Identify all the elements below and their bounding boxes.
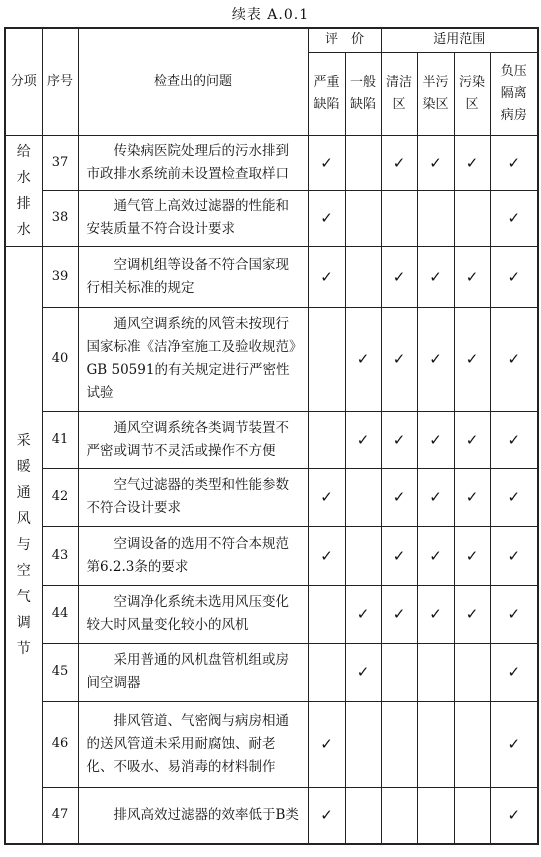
issue-text: 排风高效过滤器的效率低于B类 (78, 787, 308, 844)
empty-cell (381, 643, 417, 701)
category-char: 采 (16, 432, 31, 449)
header-category: 分项 (5, 28, 42, 135)
empty-cell (345, 246, 381, 307)
row-number: 37 (42, 135, 78, 190)
check-mark: ✓ (490, 468, 538, 526)
table-row (5, 307, 538, 411)
issue-text: 采用普通的风机盘管机组或房间空调器 (78, 643, 308, 701)
empty-cell (417, 701, 454, 787)
category-char: 空 (16, 562, 31, 579)
check-mark: ✓ (490, 787, 538, 844)
header-issue: 检查出的问题 (78, 28, 308, 135)
category-cell (5, 246, 42, 844)
table-row (5, 135, 538, 190)
table-row (5, 787, 538, 844)
category-char: 水 (16, 221, 31, 238)
empty-cell (308, 411, 345, 468)
header-polluted-zone: 污染 区 (454, 52, 490, 135)
check-mark: ✓ (454, 526, 490, 585)
table-row (5, 190, 538, 246)
check-mark: ✓ (490, 307, 538, 411)
check-mark: ✓ (417, 585, 454, 643)
check-mark: ✓ (381, 307, 417, 411)
empty-cell (454, 190, 490, 246)
check-mark: ✓ (490, 190, 538, 246)
row-number: 40 (42, 307, 78, 411)
category-char: 节 (16, 640, 31, 657)
issue-text: 通风空调系统各类调节装置不严密或调节不灵活或操作不方便 (78, 411, 308, 468)
table-row (5, 526, 538, 585)
check-mark: ✓ (454, 246, 490, 307)
empty-cell (381, 190, 417, 246)
issue-text: 通气管上高效过滤器的性能和安装质量不符合设计要求 (78, 190, 308, 246)
empty-cell (308, 585, 345, 643)
check-mark: ✓ (490, 246, 538, 307)
table-row (5, 643, 538, 701)
empty-cell (345, 190, 381, 246)
header-severe: 严重 缺陷 (308, 52, 345, 135)
check-mark: ✓ (490, 135, 538, 190)
empty-cell (345, 135, 381, 190)
empty-cell (308, 307, 345, 411)
check-mark: ✓ (381, 246, 417, 307)
row-number: 44 (42, 585, 78, 643)
check-mark: ✓ (417, 411, 454, 468)
issue-text: 通风空调系统的风管未按现行国家标准《洁净室施工及验收规范》GB 50591的有关规定进行严密性试验 (78, 307, 308, 411)
check-mark: ✓ (490, 643, 538, 701)
issue-text: 空气过滤器的类型和性能参数不符合设计要求 (78, 468, 308, 526)
category-char: 调 (16, 614, 31, 631)
check-mark: ✓ (490, 701, 538, 787)
inspection-table (4, 27, 539, 845)
check-mark: ✓ (417, 307, 454, 411)
row-number: 45 (42, 643, 78, 701)
empty-cell (381, 701, 417, 787)
table-row (5, 701, 538, 787)
check-mark: ✓ (454, 411, 490, 468)
category-char: 气 (16, 588, 31, 605)
table-caption: 续表 A.0.1 (231, 7, 310, 23)
empty-cell (417, 643, 454, 701)
header-number: 序号 (42, 28, 78, 135)
category-char: 排 (16, 195, 31, 212)
empty-cell (345, 526, 381, 585)
row-number: 39 (42, 246, 78, 307)
row-number: 47 (42, 787, 78, 844)
check-mark: ✓ (308, 135, 345, 190)
check-mark: ✓ (454, 135, 490, 190)
check-mark: ✓ (490, 526, 538, 585)
check-mark: ✓ (345, 643, 381, 701)
issue-text: 空调设备的选用不符合本规范第6.2.3条的要求 (78, 526, 308, 585)
check-mark: ✓ (345, 411, 381, 468)
empty-cell (454, 701, 490, 787)
check-mark: ✓ (454, 585, 490, 643)
row-number: 38 (42, 190, 78, 246)
empty-cell (345, 787, 381, 844)
check-mark: ✓ (381, 585, 417, 643)
check-mark: ✓ (381, 135, 417, 190)
header-negative-pressure-ward: 负压 隔离 病房 (490, 52, 538, 135)
issue-text: 空调净化系统未选用风压变化较大时风量变化较小的风机 (78, 585, 308, 643)
row-number: 41 (42, 411, 78, 468)
header-general: 一般 缺陷 (345, 52, 381, 135)
header-evaluation: 评 价 (308, 28, 381, 52)
empty-cell (454, 643, 490, 701)
check-mark: ✓ (345, 585, 381, 643)
category-cell (5, 135, 42, 246)
empty-cell (345, 468, 381, 526)
empty-cell (308, 643, 345, 701)
header-clean-zone: 清洁 区 (381, 52, 417, 135)
category-char: 与 (16, 536, 31, 553)
check-mark: ✓ (308, 526, 345, 585)
category-char: 暖 (16, 458, 31, 475)
check-mark: ✓ (308, 787, 345, 844)
empty-cell (381, 787, 417, 844)
issue-text: 空调机组等设备不符合国家现行相关标准的规定 (78, 246, 308, 307)
check-mark: ✓ (490, 411, 538, 468)
category-char: 水 (16, 169, 31, 186)
header-semi-polluted-zone: 半污 染区 (417, 52, 454, 135)
category-char: 给 (16, 143, 31, 160)
row-number: 43 (42, 526, 78, 585)
check-mark: ✓ (417, 526, 454, 585)
check-mark: ✓ (490, 585, 538, 643)
header-scope: 适用范围 (381, 28, 538, 52)
table-row (5, 585, 538, 643)
check-mark: ✓ (454, 468, 490, 526)
check-mark: ✓ (308, 701, 345, 787)
empty-cell (417, 787, 454, 844)
check-mark: ✓ (308, 246, 345, 307)
check-mark: ✓ (381, 411, 417, 468)
issue-text: 传染病医院处理后的污水排到市政排水系统前未设置检查取样口 (78, 135, 308, 190)
empty-cell (454, 787, 490, 844)
empty-cell (417, 190, 454, 246)
table-row (5, 246, 538, 307)
check-mark: ✓ (417, 135, 454, 190)
row-number: 46 (42, 701, 78, 787)
category-char: 风 (16, 510, 31, 527)
check-mark: ✓ (308, 468, 345, 526)
check-mark: ✓ (417, 468, 454, 526)
table-row (5, 468, 538, 526)
check-mark: ✓ (345, 307, 381, 411)
empty-cell (345, 701, 381, 787)
category-char: 通 (16, 484, 31, 501)
table-row (5, 411, 538, 468)
row-number: 42 (42, 468, 78, 526)
check-mark: ✓ (417, 246, 454, 307)
check-mark: ✓ (381, 526, 417, 585)
check-mark: ✓ (381, 468, 417, 526)
check-mark: ✓ (308, 190, 345, 246)
check-mark: ✓ (454, 307, 490, 411)
issue-text: 排风管道、气密阀与病房相通的送风管道未采用耐腐蚀、耐老化、不吸水、易消毒的材料制作 (78, 701, 308, 787)
